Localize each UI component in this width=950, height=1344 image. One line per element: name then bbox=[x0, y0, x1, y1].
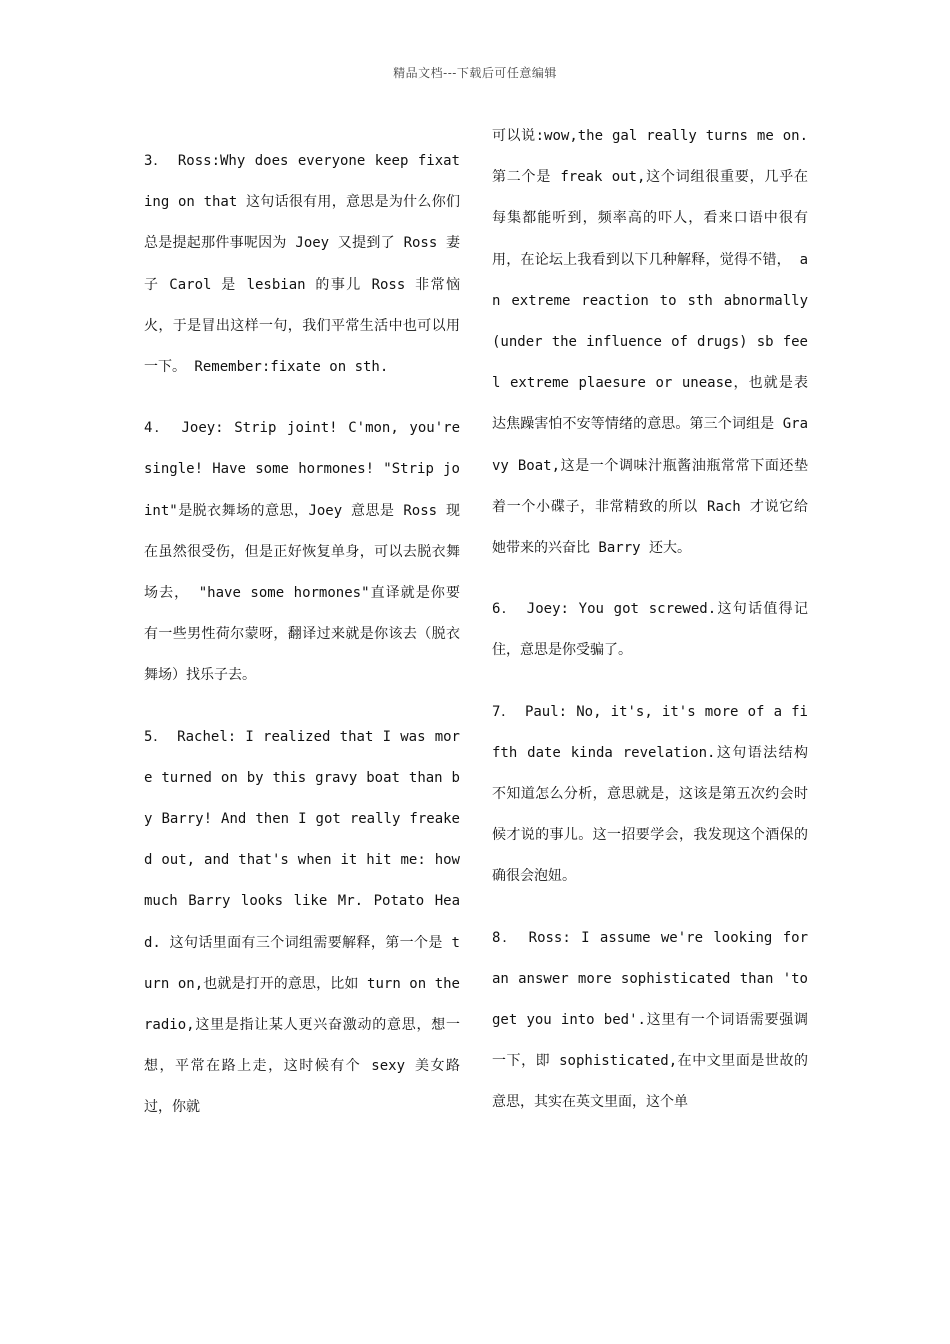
page-header: 精品文档---下载后可任意编辑 bbox=[393, 66, 557, 80]
left-column bbox=[144, 141, 460, 1149]
note-3-paragraph: 3． Ross:Why does everyone keep fixating on that 这句话很有用，意思是为什么你们总是提起那件事呢因为 Joey 又提到了 Ross 妻子 Carol 是 lesbian 的事儿 Ross 非常恼火，于是冒出这样一句，我们平常生活中也可以用一下。 Remember:fixate on sth. bbox=[144, 153, 460, 376]
note-6-paragraph: 6． Joey: You got screwed.这句话值得记住，意思是你受骗了。 bbox=[492, 601, 808, 659]
note-7-paragraph: 7． Paul: No, it's, it's more of a fifth date kinda revelation.这句语法结构不知道怎么分析，意思就是，这该是第五次约会时候才说的事儿。这一招要学会，我发现这个酒保的确很会泡妞。 bbox=[492, 703, 808, 885]
note-8-paragraph: 8． Ross: I assume we're looking for an answer more sophisticated than 'to get you into bed'.这里有一个词语需要强调一下，即 sophisticated,在中文里面是世故的意思，其实在英文里面，这个单 bbox=[492, 929, 808, 1111]
note-4-paragraph: 4． Joey: Strip joint! C'mon, you're single! Have some hormones! "Strip joint"是脱衣舞场的意思，Joey 意思是 Ross 现在虽然很受伤，但是正好恢复单身，可以去脱衣舞场去， "have some hormones"直译就是你要有一些男性荷尔蒙呀，翻译过来就是你该去（脱衣舞场）找乐子去。 bbox=[144, 420, 460, 684]
right-column bbox=[492, 116, 808, 1144]
note-5-continued-paragraph: 可以说:wow,the gal really turns me on.第二个是 freak out,这个词组很重要，几乎在每集都能听到，频率高的吓人，看来口语中很有用，在论坛上我看到以下几种解释，觉得不错， an extreme reaction to sth abnormally (under the influence of drugs) sb feel extreme plaesure or unease，也就是表达焦躁害怕不安等情绪的意思。第三个词组是 Gravy Boat,这是一个调味汁瓶酱油瓶常常下面还垫着一个小碟子，非常精致的所以 Rach 才说它给她带来的兴奋比 Barry 还大。 bbox=[492, 128, 808, 557]
note-5-paragraph: 5． Rachel: I realized that I was more turned on by this gravy boat than by Barry! And then I got really freaked out, and that's when it hit me: how much Barry looks like Mr. Potato Head. 这句话里面有三个词组需要解释，第一个是 turn on,也就是打开的意思，比如 turn on the radio,这里是指让某人更兴奋激动的意思，想一想，平常在路上走，这时候有个 sexy 美女路过，你就 bbox=[144, 728, 460, 1116]
